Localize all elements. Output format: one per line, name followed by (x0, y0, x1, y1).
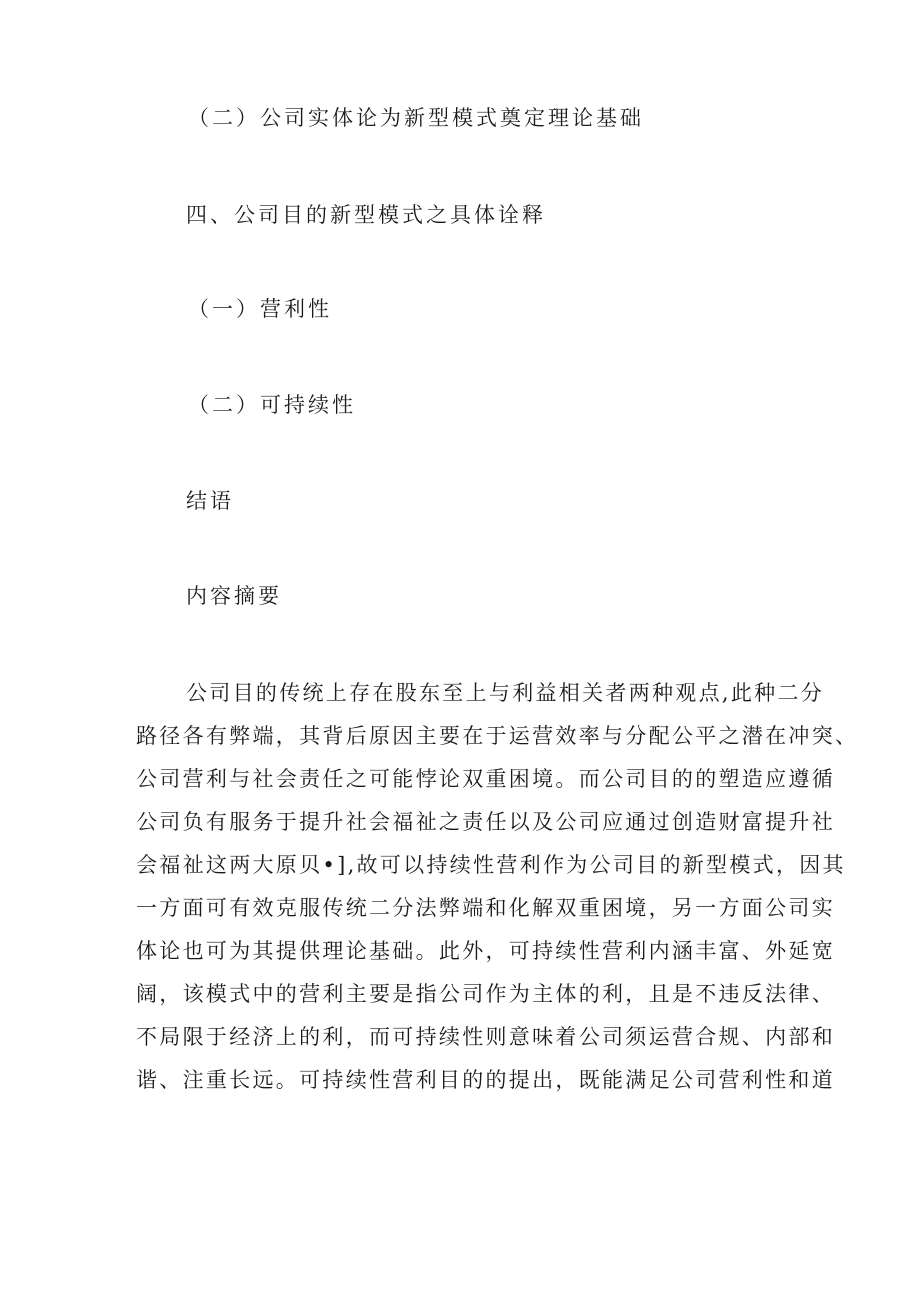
abstract-line: 一方面可有效克服传统二分法弊端和化解双重困境，另一方面公司实 (136, 896, 835, 920)
abstract-line: 路径各有弊端，其背后原因主要在于运营效率与分配公平之潜在冲突、 (136, 724, 859, 748)
section-heading-abstract: 内容摘要 (186, 584, 282, 608)
subsection-heading-sustainability: （二）可持续性 (188, 393, 356, 417)
abstract-line: 公司目的传统上存在股东至上与利益相关者两种观点,此种二分 (186, 681, 825, 705)
abstract-line: 体论也可为其提供理论基础。此外，可持续性营利内涵丰富、外延宽 (136, 939, 835, 963)
section-heading-conclusion: 结语 (186, 489, 234, 513)
section-heading-specific-interpretation: 四、公司目的新型模式之具体诠释 (186, 203, 546, 227)
abstract-line: 公司营利与社会责任之可能悖论双重困境。而公司目的的塑造应遵循 (136, 767, 835, 791)
abstract-line: 公司负有服务于提升社会福祉之责任以及公司应通过创造财富提升社 (136, 810, 835, 834)
subsection-heading-profitability: （一）营利性 (188, 297, 332, 321)
abstract-line: 阔，该模式中的营利主要是指公司作为主体的利，且是不违反法律、 (136, 982, 835, 1006)
abstract-paragraph (136, 672, 859, 1102)
abstract-line: 不局限于经济上的利，而可持续性则意味着公司须运营合规、内部和 (136, 1025, 835, 1049)
abstract-line: 谐、注重长远。可持续性营利目的的提出，既能满足公司营利性和道 (136, 1068, 835, 1092)
abstract-line: 会福祉这两大原贝•],故可以持续性营利作为公司目的新型模式，因其 (136, 853, 846, 877)
section-heading-entity-theory: （二）公司实体论为新型模式奠定理论基础 (188, 106, 644, 130)
